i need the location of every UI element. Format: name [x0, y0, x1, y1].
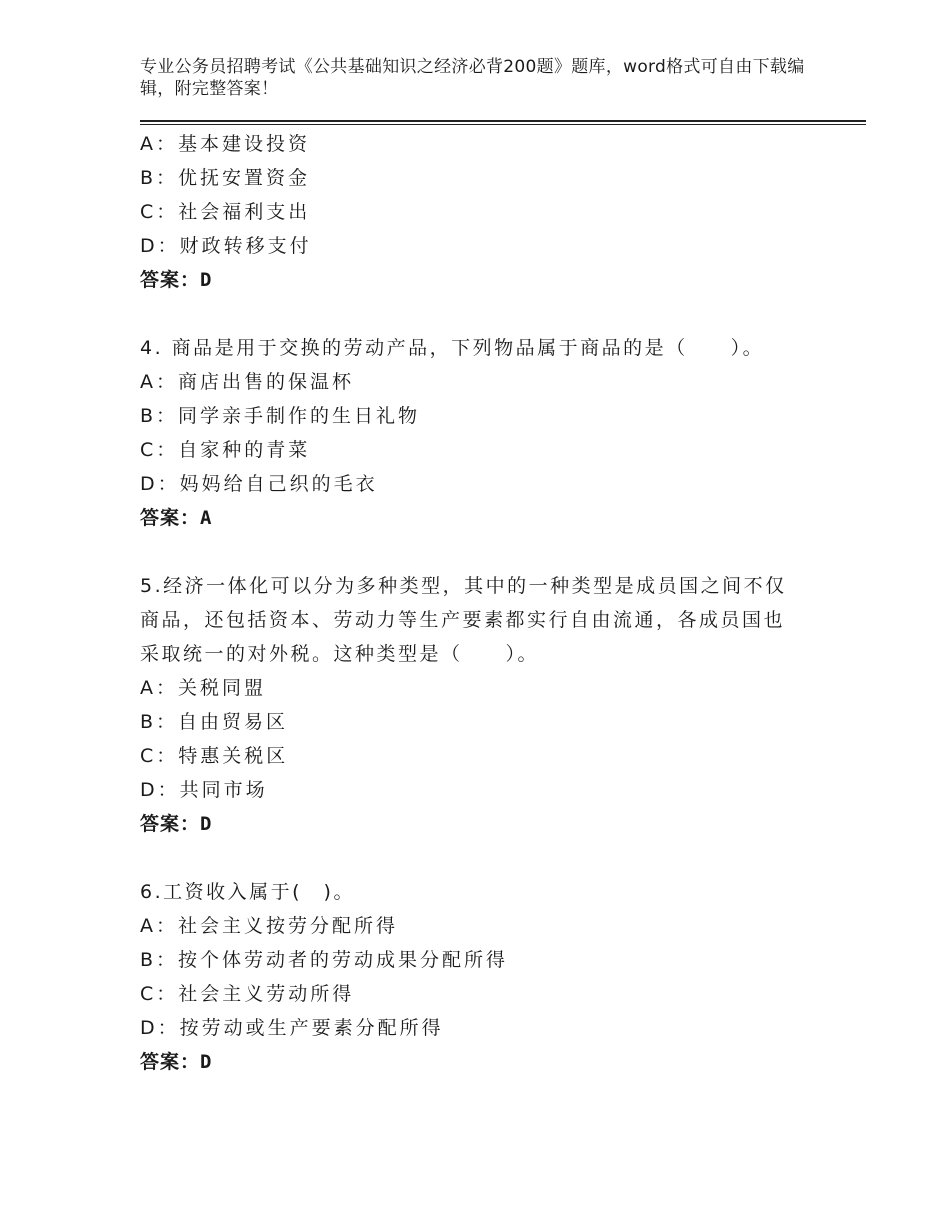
spacer [140, 535, 840, 569]
answer-value: D [200, 1051, 213, 1073]
option-d: D：按劳动或生产要素分配所得 [140, 1017, 444, 1039]
answer-value: D [200, 813, 213, 835]
question-text: 6.工资收入属于( )。 [140, 881, 355, 903]
question-5 [140, 569, 840, 841]
answer-label: 答案： [140, 813, 201, 835]
option-a: A：商店出售的保温杯 [140, 371, 354, 393]
answer-value: D [200, 269, 213, 291]
option-b: B：自由贸易区 [140, 711, 289, 733]
option-d: D：共同市场 [140, 779, 268, 801]
answer-line [140, 1045, 840, 1079]
question-text-line-1: 5.经济一体化可以分为多种类型，其中的一种类型是成员国之间不仅 [140, 575, 787, 597]
option-a: A：关税同盟 [140, 677, 266, 699]
answer-label: 答案： [140, 507, 201, 529]
answer-value: A [200, 507, 213, 529]
option-d: D：妈妈给自己织的毛衣 [140, 473, 378, 495]
question-text-line-3: 采取统一的对外税。这种类型是（ ）。 [140, 643, 540, 665]
option-c: C：自家种的青菜 [140, 439, 311, 461]
option-c: C：社会福利支出 [140, 201, 311, 223]
answer-line [140, 263, 840, 297]
option-b: B：按个体劳动者的劳动成果分配所得 [140, 949, 509, 971]
answer-label: 答案： [140, 1051, 201, 1073]
spacer [140, 841, 840, 875]
question-4 [140, 331, 840, 535]
header-divider-thin [140, 124, 866, 125]
header-divider-thick [140, 120, 866, 122]
question-6 [140, 875, 840, 1079]
question-list [140, 127, 840, 1079]
question-3 [140, 127, 840, 297]
option-d: D：财政转移支付 [140, 235, 312, 257]
answer-label: 答案： [140, 269, 201, 291]
option-c: C：社会主义劳动所得 [140, 983, 355, 1005]
question-text-line-2: 商品，还包括资本、劳动力等生产要素都实行自由流通，各成员国也 [140, 609, 786, 631]
option-a: A：基本建设投资 [140, 133, 310, 155]
spacer [140, 297, 840, 331]
question-text: 4. 商品是用于交换的劳动产品，下列物品属于商品的是（ ）。 [140, 337, 765, 359]
option-b: B：同学亲手制作的生日礼物 [140, 405, 421, 427]
option-a: A：社会主义按劳分配所得 [140, 915, 398, 937]
answer-line [140, 807, 840, 841]
option-b: B：优抚安置资金 [140, 167, 311, 189]
option-c: C：特惠关税区 [140, 745, 289, 767]
document-header: 专业公务员招聘考试《公共基础知识之经济必背200题》题库，word格式可自由下载编辑，附完整答案！ [140, 57, 805, 99]
answer-line [140, 501, 840, 535]
